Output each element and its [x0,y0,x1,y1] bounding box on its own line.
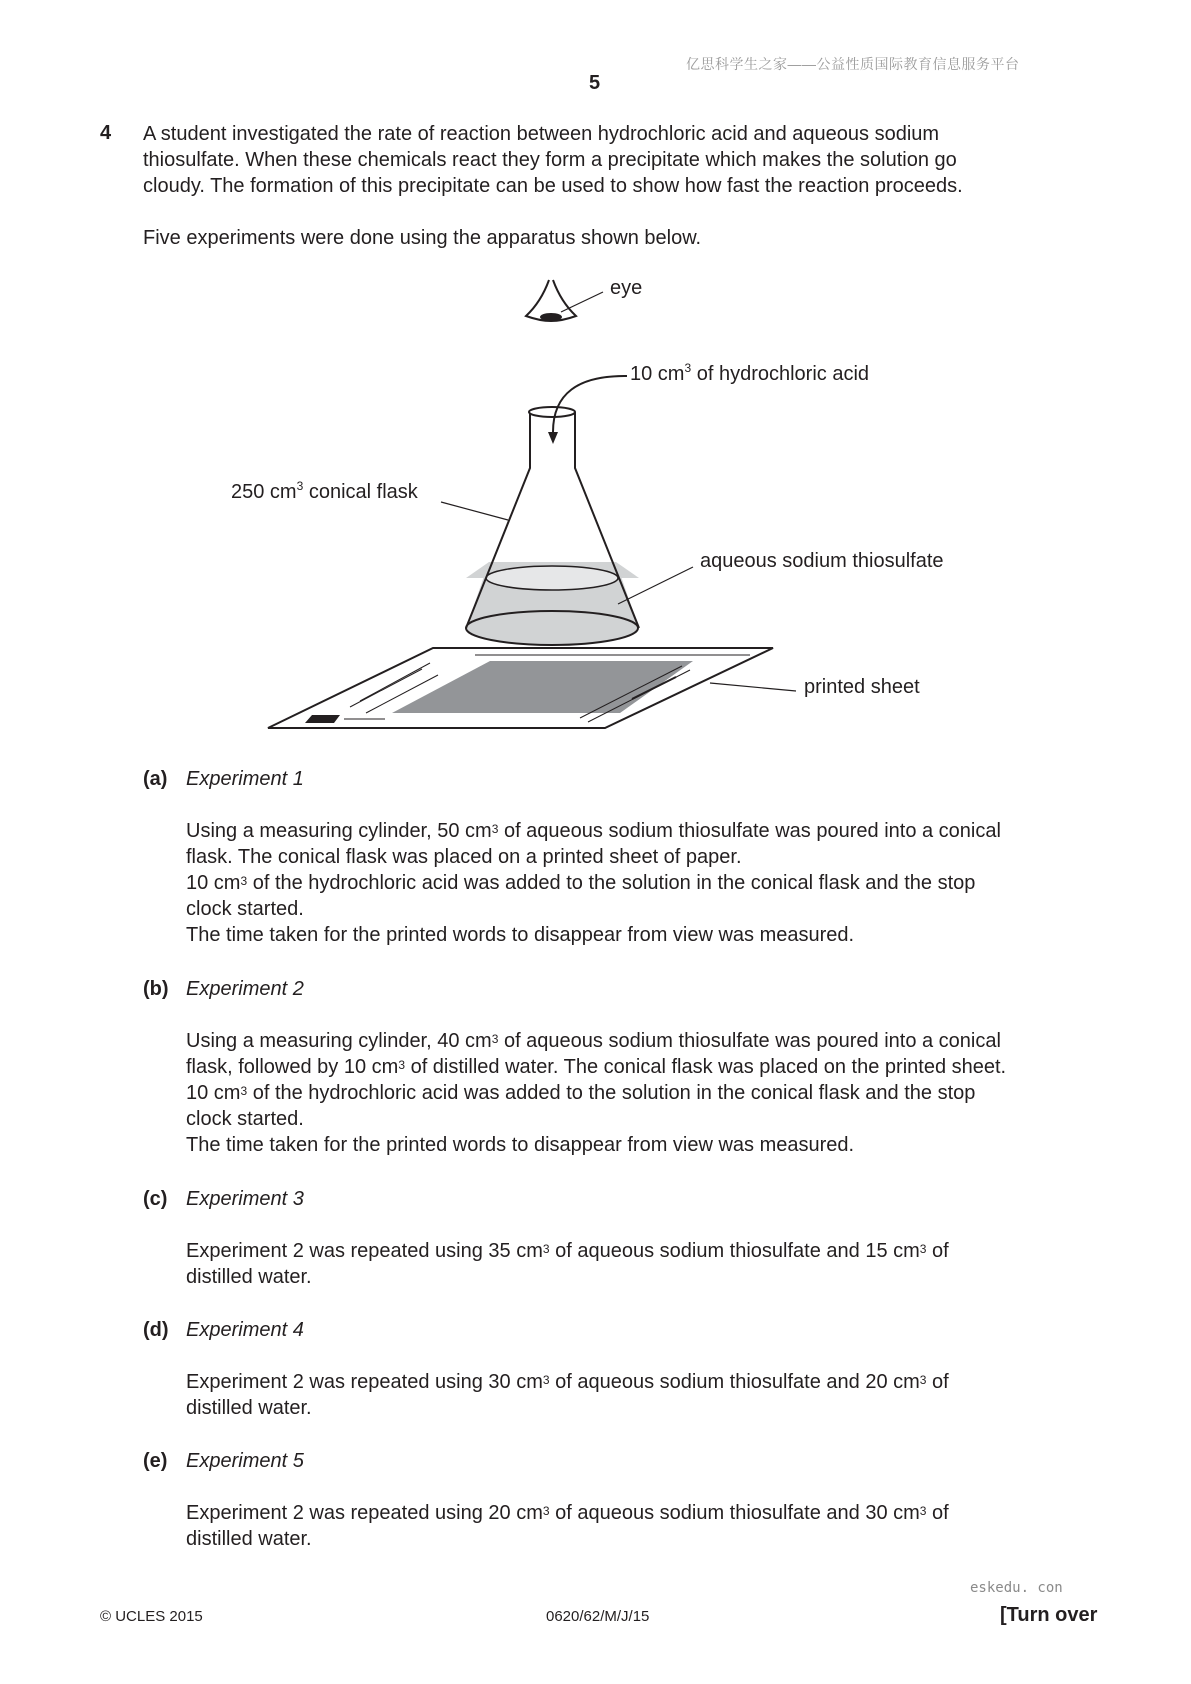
intro-line: A student investigated the rate of reaction between hydrochloric acid and aqueous sodium [143,123,940,145]
label-hydrochloric-acid: 10 $cm^3$ of hydrochloric acid [630,361,870,385]
apparatus-intro: Five experiments were done using the apparatus shown below. [143,227,702,249]
site-watermark: eskedu. con [970,1580,1063,1596]
eye-icon [526,280,603,321]
part-c-text: Experiment 2 was repeated using 35 $cm^3$ of aqueous sodium thiosulfate and 15 $cm^3$ of distilled water. [186,1240,949,1288]
part-a-text: Using a measuring cylinder, 50 $cm^3$ of aqueous sodium thiosulfate was poured into a conical flask. The conical flask was placed on a printed sheet of paper. 10 $cm^3$ of the hydrochloric acid was added to the solution in the conical flask and the stop clock started. The time taken for the printed words to disappear from view was measured. [186,820,1001,946]
part-b-text: Using a measuring cylinder, 40 $cm^3$ of aqueous sodium thiosulfate was poured into a conical flask, followed by 10 $cm^3$ of distilled water. The conical flask was placed on the printed sheet. 10 $cm^3$ of the hydrochloric acid was added to the solution in the conical flask and the stop clock started. The time taken for the printed words to disappear from view was measured. [186,1030,1007,1156]
part-d-title: Experiment 4 [186,1319,304,1341]
part-c-label: (c) [143,1188,168,1210]
intro-line: cloudy. The formation of this precipitate can be used to show how fast the reaction proceeds. [143,175,963,197]
part-b-title: Experiment 2 [186,978,304,1000]
part-a-label: (a) [143,768,168,790]
watermark-text: 亿思科学生之家——公益性质国际教育信息服务平台 [686,56,1020,72]
label-printed-sheet: printed sheet [804,676,920,698]
part-d-text: Experiment 2 was repeated using 30 $cm^3$ of aqueous sodium thiosulfate and 20 $cm^3$ of distilled water. [186,1371,949,1419]
turn-over: [Turn over [1000,1604,1098,1626]
paper-code: 0620/62/M/J/15 [546,1608,650,1625]
part-e-title: Experiment 5 [186,1450,304,1472]
part-c-title: Experiment 3 [186,1188,304,1210]
label-conical-flask: 250 $cm^3$ conical flask [231,479,418,503]
conical-flask-drawing [441,407,693,645]
question-number: 4 [100,122,112,144]
part-e-label: (e) [143,1450,168,1472]
part-d-label: (d) [143,1319,169,1341]
printed-sheet-drawing [268,648,796,728]
apparatus-diagram [0,0,1191,760]
intro-line: thiosulfate. When these chemicals react they form a precipitate which makes the solution go [143,149,957,171]
part-e-text: Experiment 2 was repeated using 20 $cm^3$ of aqueous sodium thiosulfate and 30 $cm^3$ of distilled water. [186,1502,949,1550]
part-b-label: (b) [143,978,169,1000]
part-a-title: Experiment 1 [186,768,304,790]
page-number: 5 [589,72,601,94]
label-eye: eye [610,277,643,299]
copyright: © UCLES 2015 [100,1608,203,1625]
label-sodium-thiosulfate: aqueous sodium thiosulfate [700,550,944,572]
